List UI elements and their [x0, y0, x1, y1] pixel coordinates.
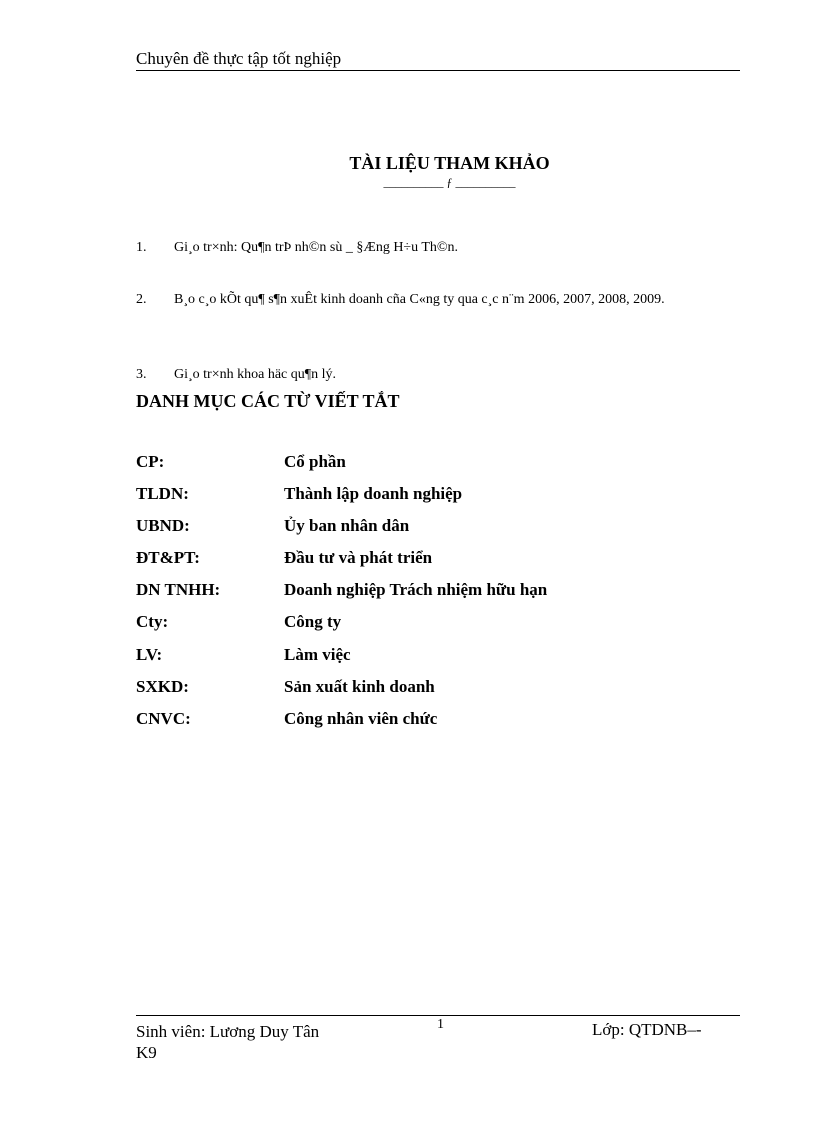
abbreviations-list — [136, 452, 740, 741]
header-rule — [136, 70, 740, 71]
abbreviation-definition: Công nhân viên chức — [284, 708, 438, 728]
references-ornament: __________ ƒ __________ — [383, 175, 516, 189]
abbreviation-term: DN TNHH: — [136, 580, 221, 600]
references-heading: TÀI LIỆU THAM KHẢO — [349, 153, 550, 173]
reference-text: Gi¸o tr×nh: Qu¶n trÞ nh©n sù _ §Æng H÷u Th©n. — [174, 240, 459, 255]
abbreviation-term: CP: — [136, 452, 165, 471]
abbreviation-term: ĐT&PT: — [136, 548, 200, 568]
footer-student-continued: K9 — [136, 1043, 157, 1062]
abbreviation-row — [136, 580, 740, 612]
reference-number: 2. — [136, 292, 147, 307]
footer-class: Lớp: QTDNB–- — [592, 1020, 702, 1039]
abbreviation-term: Cty: — [136, 612, 169, 632]
abbreviation-definition: Thành lập doanh nghiệp — [284, 484, 463, 504]
abbreviation-row — [136, 548, 740, 580]
abbreviation-definition: Đầu tư và phát triển — [284, 548, 433, 568]
reference-number: 1. — [136, 240, 147, 255]
abbreviation-row — [136, 645, 740, 677]
abbreviation-row — [136, 612, 740, 644]
abbreviation-term: SXKD: — [136, 676, 189, 696]
abbreviation-term: TLDN: — [136, 484, 189, 504]
footer-rule — [136, 1015, 740, 1016]
abbreviation-row — [136, 484, 740, 516]
abbreviation-term: UBND: — [136, 516, 190, 536]
reference-text: Gi¸o tr×nh khoa häc qu¶n lý. — [174, 367, 336, 382]
abbreviation-row — [136, 677, 740, 709]
abbreviation-definition: Sản xuất kinh doanh — [284, 676, 435, 696]
abbreviation-definition: Ủy ban nhân dân — [284, 516, 410, 536]
reference-number: 3. — [136, 367, 147, 382]
abbreviation-definition: Công ty — [284, 612, 342, 632]
abbreviation-definition: Làm việc — [284, 644, 351, 664]
footer-student: Sinh viên: Lương Duy Tân — [136, 1022, 320, 1041]
abbreviation-row — [136, 516, 740, 548]
abbreviation-row — [136, 452, 740, 484]
page-number: 1 — [437, 1017, 444, 1032]
reference-item — [136, 288, 740, 311]
reference-item — [136, 236, 740, 259]
abbreviation-row — [136, 709, 740, 741]
abbreviations-heading: DANH MỤC CÁC TỪ VIẾT TẮT — [136, 391, 400, 411]
abbreviation-term: CNVC: — [136, 708, 191, 728]
abbreviation-definition: Doanh nghiệp Trách nhiệm hữu hạn — [284, 580, 548, 600]
reference-text: B¸o c¸o kÕt qu¶ s¶n xuÊt kinh doanh cña C«ng ty qua c¸c n¨m 2006, 2007, 2008, 2009. — [174, 292, 665, 307]
header-title: Chuyên đề thực tập tốt nghiệp — [136, 49, 342, 68]
reference-item — [136, 363, 740, 386]
abbreviation-term: LV: — [136, 644, 163, 664]
abbreviation-definition: Cổ phần — [284, 452, 346, 471]
